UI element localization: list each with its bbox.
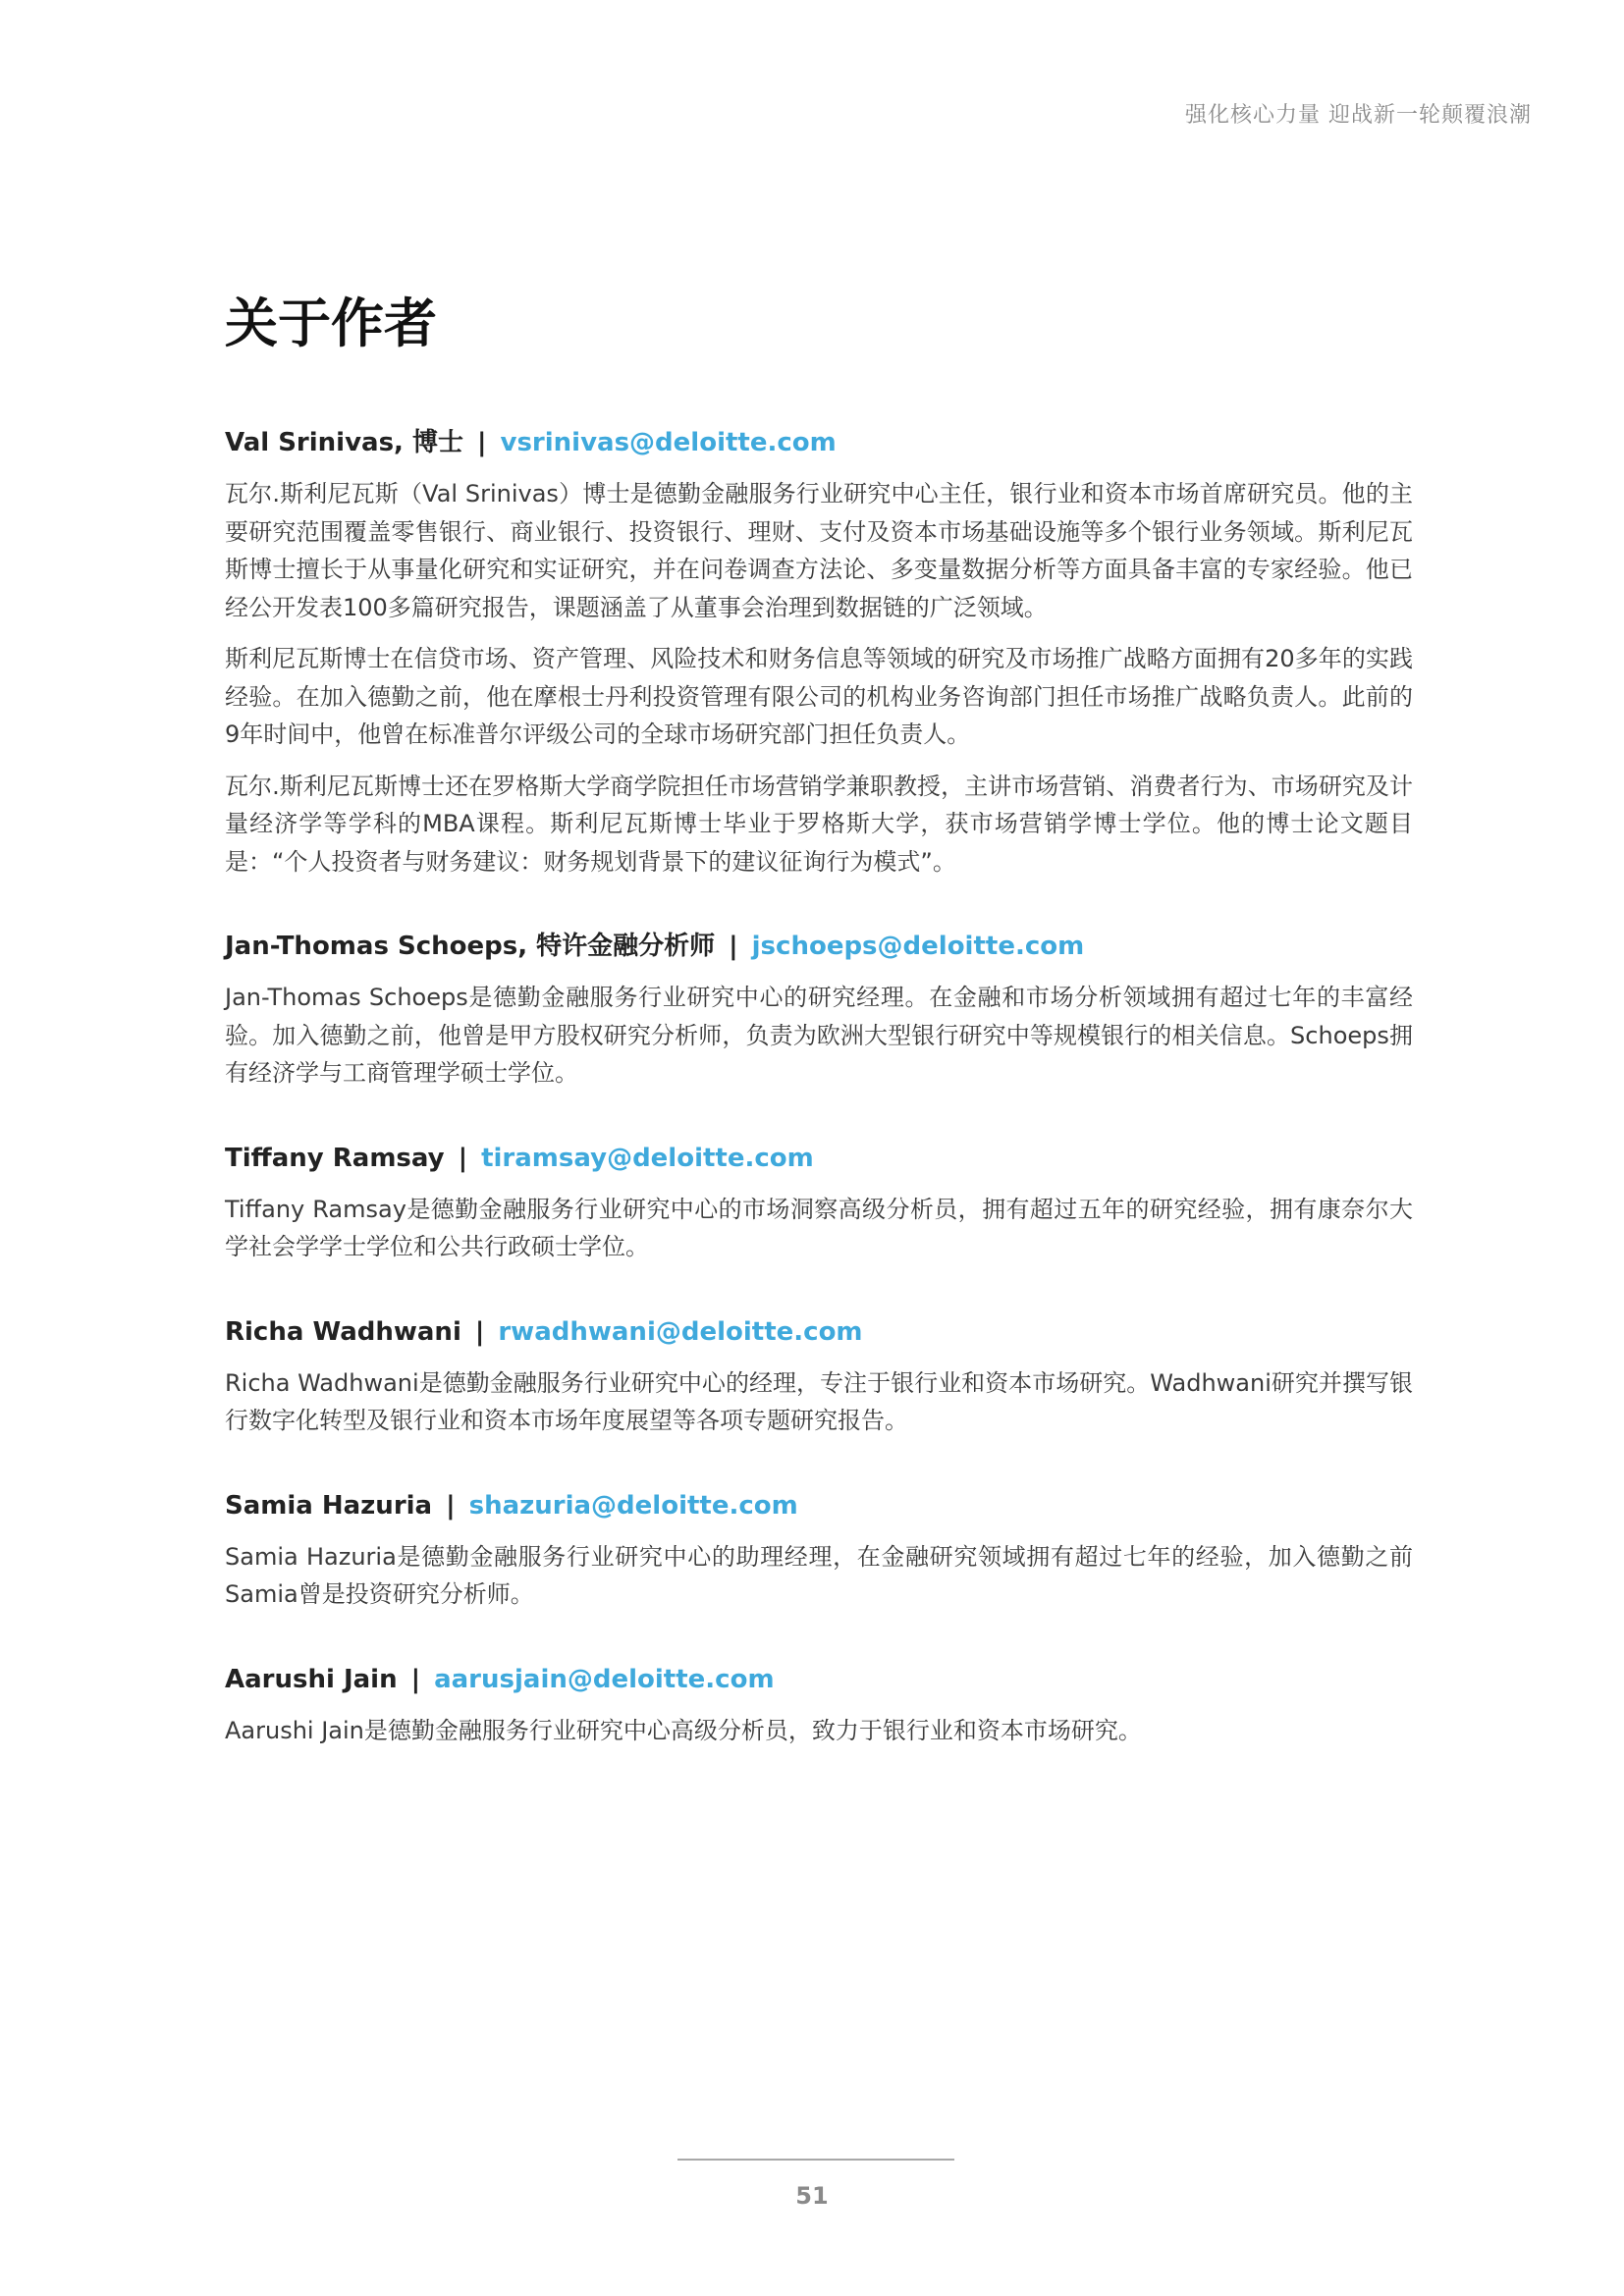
author-heading — [225, 1313, 1413, 1351]
author-heading — [225, 1661, 1413, 1698]
author-bio-paragraph: Aarushi Jain是德勤金融服务行业研究中心高级分析员，致力于银行业和资本市场研究。 — [225, 1716, 1142, 1744]
author-entry-samia-hazuria — [225, 1487, 1413, 1614]
author-name: Samia Hazuria — [225, 1490, 433, 1521]
separator: | — [446, 1490, 456, 1521]
author-heading — [225, 1487, 1413, 1524]
page-title: 关于作者 — [225, 293, 437, 354]
author-bio-paragraph: Samia Hazuria是德勤金融服务行业研究中心的助理经理，在金融研究领域拥有超过七年的经验，加入德勤之前Samia曾是投资研究分析师。 — [225, 1542, 1413, 1608]
author-email-link[interactable]: vsrinivas@deloitte.com — [500, 428, 837, 457]
footer-divider — [677, 2159, 954, 2161]
author-name: Aarushi Jain — [225, 1664, 398, 1694]
separator: | — [410, 1664, 421, 1694]
author-bio-paragraph: Tiffany Ramsay是德勤金融服务行业研究中心的市场洞察高级分析员，拥有超过五年的研究经验，拥有康奈尔大学社会学学士学位和公共行政硕士学位。 — [225, 1195, 1413, 1260]
running-header: 强化核心力量 迎战新一轮颠覆浪潮 — [1185, 103, 1532, 128]
separator: | — [458, 1143, 468, 1173]
author-email-link[interactable]: shazuria@deloitte.com — [468, 1490, 798, 1521]
author-email-link[interactable]: aarusjain@deloitte.com — [434, 1664, 775, 1694]
author-email-link[interactable]: rwadhwani@deloitte.com — [498, 1316, 863, 1347]
separator: | — [474, 1316, 485, 1347]
author-bio-paragraph: Richa Wadhwani是德勤金融服务行业研究中心的经理，专注于银行业和资本市场研究。Wadhwani研究并撰写银行数字化转型及银行业和资本市场年度展望等各项专题研究报告。 — [225, 1368, 1413, 1434]
author-email-link[interactable]: jschoeps@deloitte.com — [751, 932, 1085, 961]
author-entry-richa-wadhwani — [225, 1313, 1413, 1440]
author-entry-val-srinivas — [225, 424, 1413, 881]
separator: | — [729, 932, 738, 961]
author-bio-paragraph: 斯利尼瓦斯博士在信贷市场、资产管理、风险技术和财务信息等领域的研究及市场推广战略方面拥有20多年的实践经验。在加入德勤之前，他在摩根士丹利投资管理有限公司的机构业务咨询部门担任市场推广战略负责人。此前的9年时间中，他曾在标准普尔评级公司的全球市场研究部门担任负责人。 — [225, 645, 1413, 748]
author-heading — [225, 928, 1413, 965]
author-bio-paragraph: 瓦尔.斯利尼瓦斯（Val Srinivas）博士是德勤金融服务行业研究中心主任，银行业和资本市场首席研究员。他的主要研究范围覆盖零售银行、商业银行、投资银行、理财、支付及资本市场基础设施等多个银行业务领域。斯利尼瓦斯博士擅长于从事量化研究和实证研究，并在问卷调查方法论、多变量数据分析等方面具备丰富的专家经验。他已经公开发表100多篇研究报告，课题涵盖了从董事会治理到数据链的广泛领域。 — [225, 480, 1413, 621]
author-bio-paragraph: Jan-Thomas Schoeps是德勤金融服务行业研究中心的研究经理。在金融和市场分析领域拥有超过七年的丰富经验。加入德勤之前，他曾是甲方股权研究分析师，负责为欧洲大型银行研究中等规模银行的相关信息。Schoeps拥有经济学与工商管理学硕士学位。 — [225, 984, 1413, 1087]
author-bio-paragraph: 瓦尔.斯利尼瓦斯博士还在罗格斯大学商学院担任市场营销学兼职教授，主讲市场营销、消费者行为、市场研究及计量经济学等学科的MBA课程。斯利尼瓦斯博士毕业于罗格斯大学，获市场营销学博士学位。他的博士论文题目是：“个人投资者与财务建议：财务规划背景下的建议征询行为模式”。 — [225, 772, 1413, 876]
author-name: Val Srinivas, 博士 — [225, 428, 463, 457]
authors-list — [225, 424, 1413, 1763]
author-name: Richa Wadhwani — [225, 1316, 461, 1347]
page-number: 51 — [795, 2182, 829, 2210]
author-name: Tiffany Ramsay — [225, 1143, 445, 1173]
author-name: Jan-Thomas Schoeps, 特许金融分析师 — [225, 932, 716, 961]
author-heading — [225, 424, 1413, 461]
author-entry-aarushi-jain — [225, 1661, 1413, 1750]
separator: | — [477, 428, 487, 457]
author-entry-jan-thomas-schoeps — [225, 928, 1413, 1093]
author-email-link[interactable]: tiramsay@deloitte.com — [481, 1143, 814, 1173]
author-heading — [225, 1140, 1413, 1177]
author-entry-tiffany-ramsay — [225, 1140, 1413, 1266]
